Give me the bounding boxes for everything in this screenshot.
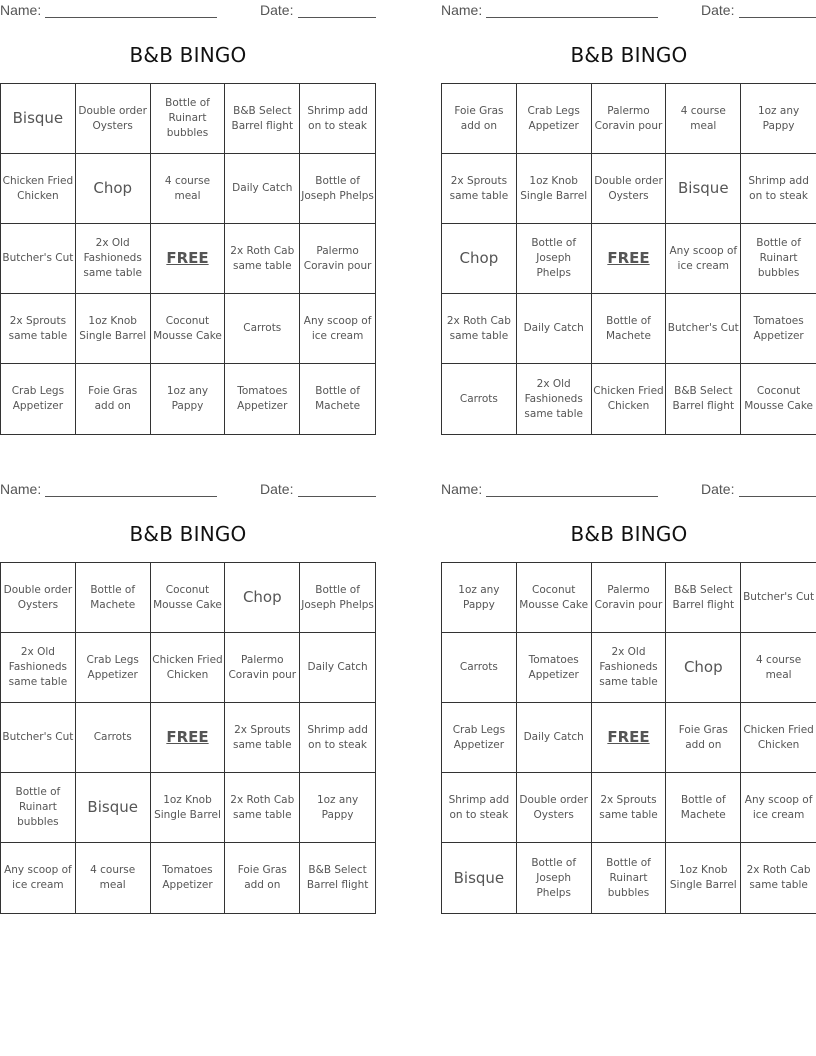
free-space-cell: FREE xyxy=(592,224,667,294)
bingo-cell: Daily Catch xyxy=(300,633,375,703)
date-blank-line xyxy=(298,17,376,18)
bingo-cell: Bisque xyxy=(1,84,76,154)
bingo-cell: Bottle of Joseph Phelps xyxy=(300,563,375,633)
name-label: Name: xyxy=(441,2,483,18)
bingo-cell: Butcher's Cut xyxy=(1,224,76,294)
date-label: Date: xyxy=(701,481,735,497)
bingo-cell: Bottle of Machete xyxy=(592,294,667,364)
bingo-cell: Coconut Mousse Cake xyxy=(744,385,813,412)
bingo-cell: Chicken Fried Chicken xyxy=(592,364,667,434)
bingo-cell: Carrots xyxy=(225,294,300,364)
bingo-cell: 1oz any Pappy xyxy=(442,563,517,633)
bingo-cell: B&B Select Barrel flight xyxy=(306,864,369,891)
bingo-cell: Carrots xyxy=(442,364,517,434)
name-blank-line xyxy=(486,17,658,18)
bingo-cell: Coconut Mousse Cake xyxy=(151,563,226,633)
bingo-cell: Bottle of Ruinart bubbles xyxy=(1,773,76,843)
date-blank-line xyxy=(298,496,376,497)
bingo-cell: Chop xyxy=(442,224,517,294)
bingo-cell: Palermo Coravin pour xyxy=(592,563,667,633)
bingo-cell: Coconut Mousse Cake xyxy=(151,294,226,364)
name-date-row xyxy=(441,2,816,22)
bingo-cell: 2x Roth Cab same table xyxy=(225,224,300,294)
bingo-grid xyxy=(0,562,376,914)
bingo-cell: 4 course meal xyxy=(741,633,816,703)
bingo-cell: Tomatoes Appetizer xyxy=(225,364,300,434)
bingo-cell: 1oz Knob Single Barrel xyxy=(76,294,151,364)
bingo-cell: 2x Old Fashioneds same table xyxy=(76,224,151,294)
date-blank-line xyxy=(739,17,816,18)
bingo-cell: 2x Old Fashioneds same table xyxy=(517,364,592,434)
bingo-cell: Double order Oysters xyxy=(517,773,592,843)
free-space-cell: FREE xyxy=(151,224,226,294)
bingo-cell: Palermo Coravin pour xyxy=(300,224,375,294)
date-label: Date: xyxy=(260,2,294,18)
bingo-cell: Carrots xyxy=(76,703,151,773)
bingo-cell: Crab Legs Appetizer xyxy=(1,364,76,434)
bingo-cell: 4 course meal xyxy=(151,154,226,224)
bingo-cell: Shrimp add on to steak xyxy=(741,154,816,224)
bingo-cell: B&B Select Barrel flight xyxy=(666,563,741,633)
date-label: Date: xyxy=(260,481,294,497)
bingo-cell: 1oz any Pappy xyxy=(300,773,375,843)
bingo-cell: Butcher's Cut xyxy=(741,563,816,633)
card-title: B&B BINGO xyxy=(129,522,247,546)
bingo-cell: 2x Sprouts same table xyxy=(1,294,76,364)
bingo-cell: Any scoop of ice cream xyxy=(741,773,816,843)
bingo-cell: 1oz any Pappy xyxy=(151,364,226,434)
bingo-cell: Butcher's Cut xyxy=(1,703,76,773)
bingo-cell: Bottle of Joseph Phelps xyxy=(517,224,592,294)
bingo-card xyxy=(441,479,816,919)
bingo-cell: 2x Roth Cab same table xyxy=(442,294,517,364)
bingo-cell: Bottle of Ruinart bubbles xyxy=(151,84,226,154)
date-blank-line xyxy=(739,496,816,497)
bingo-cell: Bottle of Machete xyxy=(76,563,151,633)
bingo-cell: 4 course meal xyxy=(666,84,741,154)
bingo-cell: Coconut Mousse Cake xyxy=(517,563,592,633)
bingo-cell: Bottle of Ruinart bubbles xyxy=(741,224,816,294)
bingo-card xyxy=(0,479,376,919)
bingo-cell: Butcher's Cut xyxy=(666,294,741,364)
name-date-row xyxy=(441,481,816,501)
bingo-cell: 2x Old Fashioneds same table xyxy=(1,633,76,703)
bingo-cell: Carrots xyxy=(442,633,517,703)
bingo-cell: Bottle of Ruinart bubbles xyxy=(592,843,667,913)
free-space-cell: FREE xyxy=(592,703,667,773)
bingo-cell: Palermo Coravin pour xyxy=(592,84,667,154)
bingo-cell: Bottle of Joseph Phelps xyxy=(517,843,592,913)
card-title: B&B BINGO xyxy=(129,43,247,67)
bingo-cell: Crab Legs Appetizer xyxy=(76,633,151,703)
bingo-cell: Double order Oysters xyxy=(592,154,667,224)
bingo-cell: Tomatoes Appetizer xyxy=(741,294,816,364)
bingo-cell: Tomatoes Appetizer xyxy=(151,843,226,913)
bingo-cell: Bottle of Machete xyxy=(315,385,361,412)
bingo-cell: Chop xyxy=(76,154,151,224)
bingo-cell: Foie Gras add on xyxy=(225,843,300,913)
bingo-cell: Bottle of Joseph Phelps xyxy=(300,154,375,224)
bingo-cell: Daily Catch xyxy=(225,154,300,224)
bingo-cell: Chicken Fried Chicken xyxy=(741,703,816,773)
bingo-cell: Shrimp add on to steak xyxy=(300,703,375,773)
bingo-cell: Shrimp add on to steak xyxy=(442,773,517,843)
bingo-cell: Foie Gras add on xyxy=(442,84,517,154)
name-blank-line xyxy=(45,17,217,18)
bingo-cell: Any scoop of ice cream xyxy=(1,843,76,913)
bingo-cell: Bottle of Machete xyxy=(666,773,741,843)
bingo-card xyxy=(441,0,816,440)
bingo-cell: 1oz Knob Single Barrel xyxy=(151,773,226,843)
bingo-cell: Bisque xyxy=(666,154,741,224)
name-label: Name: xyxy=(0,2,42,18)
bingo-cell: 1oz Knob Single Barrel xyxy=(517,154,592,224)
date-label: Date: xyxy=(701,2,735,18)
name-date-row xyxy=(0,481,376,501)
name-date-row xyxy=(0,2,376,22)
name-label: Name: xyxy=(0,481,42,497)
bingo-cell: 1oz any Pappy xyxy=(741,84,816,154)
card-title: B&B BINGO xyxy=(570,43,688,67)
name-blank-line xyxy=(45,496,217,497)
bingo-cell: 1oz Knob Single Barrel xyxy=(666,843,741,913)
bingo-cell: 2x Sprouts same table xyxy=(442,154,517,224)
bingo-cell: Bisque xyxy=(76,773,151,843)
bingo-cell: Bisque xyxy=(442,843,517,913)
bingo-cell: 2x Roth Cab same table xyxy=(225,773,300,843)
bingo-cell: Foie Gras add on xyxy=(76,364,151,434)
bingo-cell: 4 course meal xyxy=(76,843,151,913)
bingo-cell: Any scoop of ice cream xyxy=(666,224,741,294)
bingo-cell: Palermo Coravin pour xyxy=(225,633,300,703)
bingo-grid xyxy=(0,83,376,435)
bingo-grid xyxy=(441,83,816,435)
bingo-cell: Any scoop of ice cream xyxy=(300,294,375,364)
bingo-cell: Crab Legs Appetizer xyxy=(517,84,592,154)
bingo-cell: Double order Oysters xyxy=(1,563,76,633)
bingo-cell: Crab Legs Appetizer xyxy=(442,703,517,773)
name-blank-line xyxy=(486,496,658,497)
bingo-cell: Chop xyxy=(225,563,300,633)
bingo-cell: Double order Oysters xyxy=(76,84,151,154)
bingo-cell: Tomatoes Appetizer xyxy=(517,633,592,703)
bingo-cell: Daily Catch xyxy=(517,703,592,773)
bingo-cell: Chicken Fried Chicken xyxy=(151,633,226,703)
free-space-cell: FREE xyxy=(151,703,226,773)
bingo-cell: Shrimp add on to steak xyxy=(300,84,375,154)
name-label: Name: xyxy=(441,481,483,497)
bingo-grid xyxy=(441,562,816,914)
bingo-cell: Chop xyxy=(666,633,741,703)
bingo-cell: 2x Old Fashioneds same table xyxy=(592,633,667,703)
bingo-cell: 2x Roth Cab same table xyxy=(746,864,811,891)
bingo-cell: B&B Select Barrel flight xyxy=(666,364,741,434)
bingo-cell: Daily Catch xyxy=(517,294,592,364)
bingo-cell: 2x Sprouts same table xyxy=(225,703,300,773)
bingo-cell: Chicken Fried Chicken xyxy=(1,154,76,224)
bingo-cell: Foie Gras add on xyxy=(666,703,741,773)
bingo-card xyxy=(0,0,376,440)
bingo-cell: B&B Select Barrel flight xyxy=(225,84,300,154)
card-title: B&B BINGO xyxy=(570,522,688,546)
bingo-cell: 2x Sprouts same table xyxy=(592,773,667,843)
